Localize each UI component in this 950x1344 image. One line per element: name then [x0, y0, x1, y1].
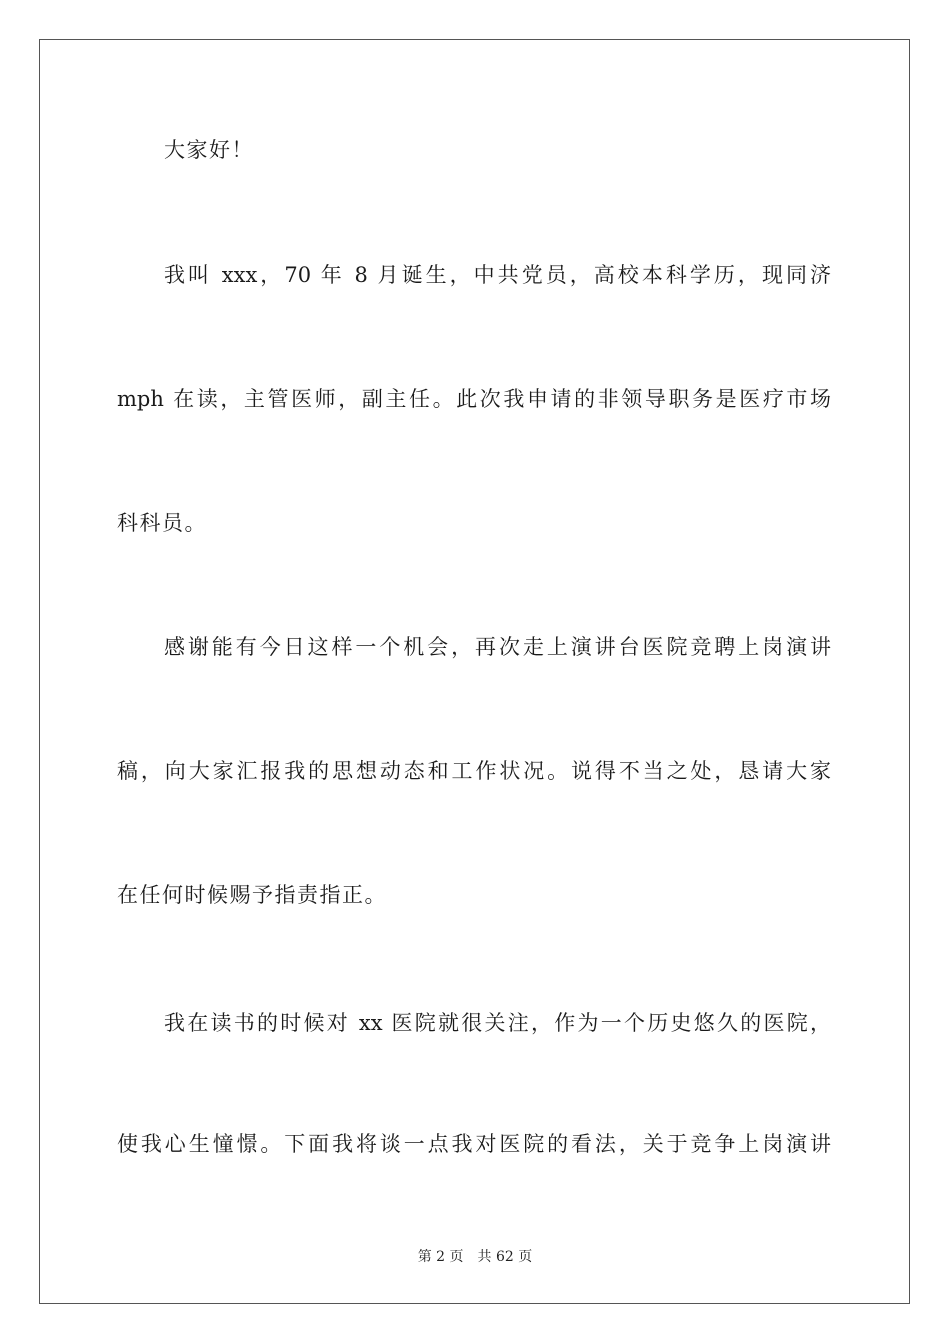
- page-border: [39, 39, 910, 1304]
- paragraph-line: mph 在读，主管医师，副主任。此次我申请的非领导职务是医疗市场: [117, 387, 831, 411]
- paragraph-line: 稿，向大家汇报我的思想动态和工作状况。说得不当之处，恳请大家: [117, 759, 831, 783]
- page-footer: [0, 1248, 950, 1266]
- page-number: 第 2 页: [417, 1249, 464, 1265]
- paragraph-line: 感谢能有今日这样一个机会，再次走上演讲台医院竞聘上岗演讲: [164, 635, 831, 659]
- paragraph-line: 在任何时候赐予指责指正。: [117, 883, 387, 907]
- paragraph-line: 我叫 xxx，70 年 8 月诞生，中共党员，高校本科学历，现同济: [164, 263, 831, 287]
- total-pages: 共 62 页: [477, 1249, 533, 1265]
- paragraph-line: 科科员。: [117, 511, 207, 535]
- paragraph-line: 我在读书的时候对 xx 医院就很关注，作为一个历史悠久的医院，: [164, 1011, 831, 1035]
- paragraph-line: 使我心生憧憬。下面我将谈一点我对医院的看法，关于竞争上岗演讲: [117, 1132, 831, 1156]
- paragraph-greeting: 大家好！: [164, 138, 254, 162]
